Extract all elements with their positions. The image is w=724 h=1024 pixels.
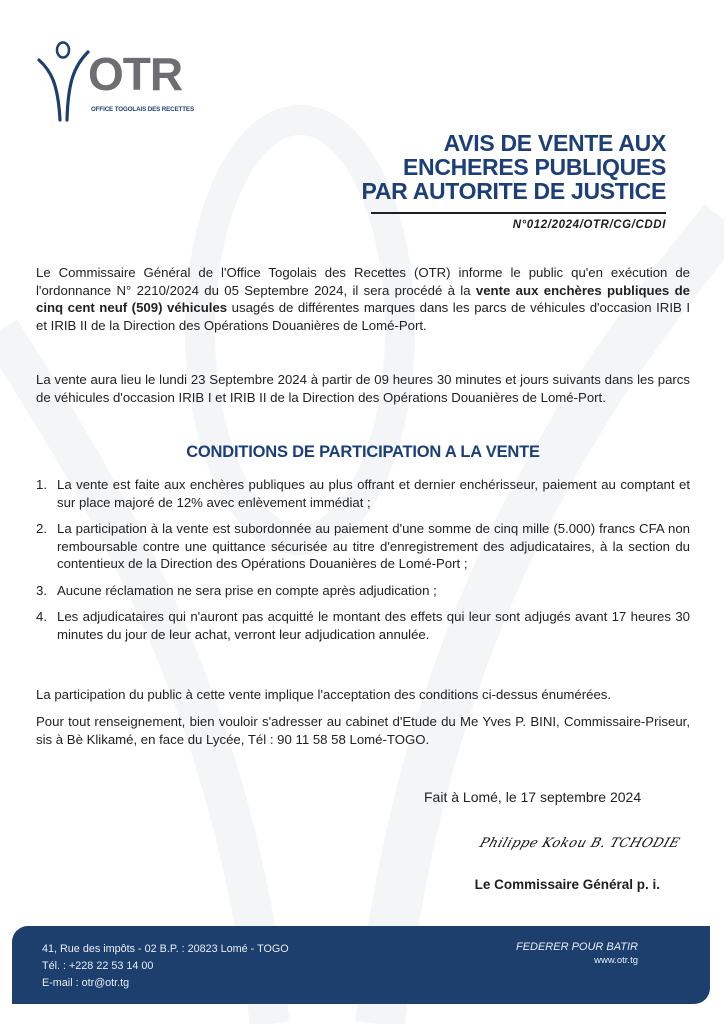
logo-wordmark: OTR xyxy=(88,48,183,100)
condition-number: 3. xyxy=(36,582,47,598)
footer-address: 41, Rue des impôts - 02 B.P. : 20823 Lomé - TOGO xyxy=(42,943,289,955)
footer-contact xyxy=(42,941,289,992)
signature-text: Philippe Kokou B. TCHODIE xyxy=(477,836,682,851)
footer-slogan: FEDERER POUR BATIR xyxy=(515,941,638,953)
conditions-list xyxy=(36,476,690,652)
title-line: ENCHERES PUBLIQUES xyxy=(403,154,666,180)
condition-text: Les adjudicataires qui n'auront pas acquitté le montant des effets qui leur sont adjugés avant 17 heures 30 minutes du jour de leur achat, verront leur adjudication annulée. xyxy=(57,609,690,642)
notice-title xyxy=(362,131,667,203)
place-and-date: Fait à Lomé, le 17 septembre 2024 xyxy=(424,789,642,805)
condition-text: La participation à la vente est subordonnée au paiement d'une somme de cinq mille (5.000) francs CFA non remboursable contre une quittance sécurisée au titre d'enregistrement des adjudicataires, à la section du contentieux de la Direction des Opérations Douanières de Lomé-Port ; xyxy=(57,521,690,571)
logo-subtitle: OFFICE TOGOLAIS DES RECETTES xyxy=(91,106,194,113)
condition-number: 2. xyxy=(36,521,47,536)
otr-logo xyxy=(36,40,206,122)
handwritten-signature xyxy=(477,834,682,864)
intro-text: usagés de différentes marques dans les parcs de véhicules d'occasion IRIB I et IRIB II de la Direction des Opérations Douanières de Lomé-Port. xyxy=(36,300,690,333)
condition-text: Aucune réclamation ne sera prise en compte après adjudication ; xyxy=(57,582,437,598)
reference-number: N°012/2024/OTR/CG/CDDI xyxy=(512,219,666,231)
title-divider xyxy=(371,212,666,214)
footer-band xyxy=(12,926,710,1004)
condition-item xyxy=(36,608,690,643)
sale-date-paragraph: La vente aura lieu le lundi 23 Septembre 2024 à partir de 09 heures 30 minutes et jours suivants dans les parcs de véhicules d'occasion IRIB I et IRIB II de la Direction des Opérations Douanières de Lomé-Port. xyxy=(36,372,690,405)
footer-branding xyxy=(516,940,638,968)
intro-bold-text: vente aux enchères publiques de cinq cent neuf (509) véhicules xyxy=(36,282,690,315)
title-line: PAR AUTORITE DE JUSTICE xyxy=(361,178,666,204)
condition-number: 1. xyxy=(36,477,47,492)
signer-title: Le Commissaire Général p. i. xyxy=(474,877,660,892)
footer-phone: Tél. : +228 22 53 14 00 xyxy=(42,960,154,972)
acceptance-paragraph: La participation du public à cette vente implique l'acceptation des conditions ci-dessus énumérées. xyxy=(36,687,612,702)
conditions-title: CONDITIONS DE PARTICIPATION A LA VENTE xyxy=(186,443,540,461)
condition-number: 4. xyxy=(36,609,47,624)
footer-email: E-mail : otr@otr.tg xyxy=(42,977,130,989)
condition-item xyxy=(36,476,690,511)
condition-text: La vente est faite aux enchères publiques au plus offrant et dernier enchérisseur, paiement au comptant et sur place majoré de 12% avec enlèvement immédiat ; xyxy=(57,477,690,510)
footer-website: www.otr.tg xyxy=(594,955,638,966)
title-line: AVIS DE VENTE AUX xyxy=(443,130,666,156)
person-raised-arms-icon xyxy=(36,40,96,122)
condition-item xyxy=(36,582,690,600)
contact-paragraph: Pour tout renseignement, bien vouloir s'adresser au cabinet d'Etude du Me Yves P. BINI, Commissaire-Priseur, sis à Bè Klikamé, en face du Lycée, Tél : 90 11 58 58 Lomé-TOGO. xyxy=(36,714,690,747)
intro-paragraph xyxy=(36,264,690,334)
condition-item xyxy=(36,520,690,573)
intro-text: Le Commissaire Général de l'Office Togolais des Recettes (OTR) informe le public qu'en exécution de l'ordonnance N° 2210/2024 du 05 Septembre 2024, il sera procédé à la xyxy=(36,265,690,298)
